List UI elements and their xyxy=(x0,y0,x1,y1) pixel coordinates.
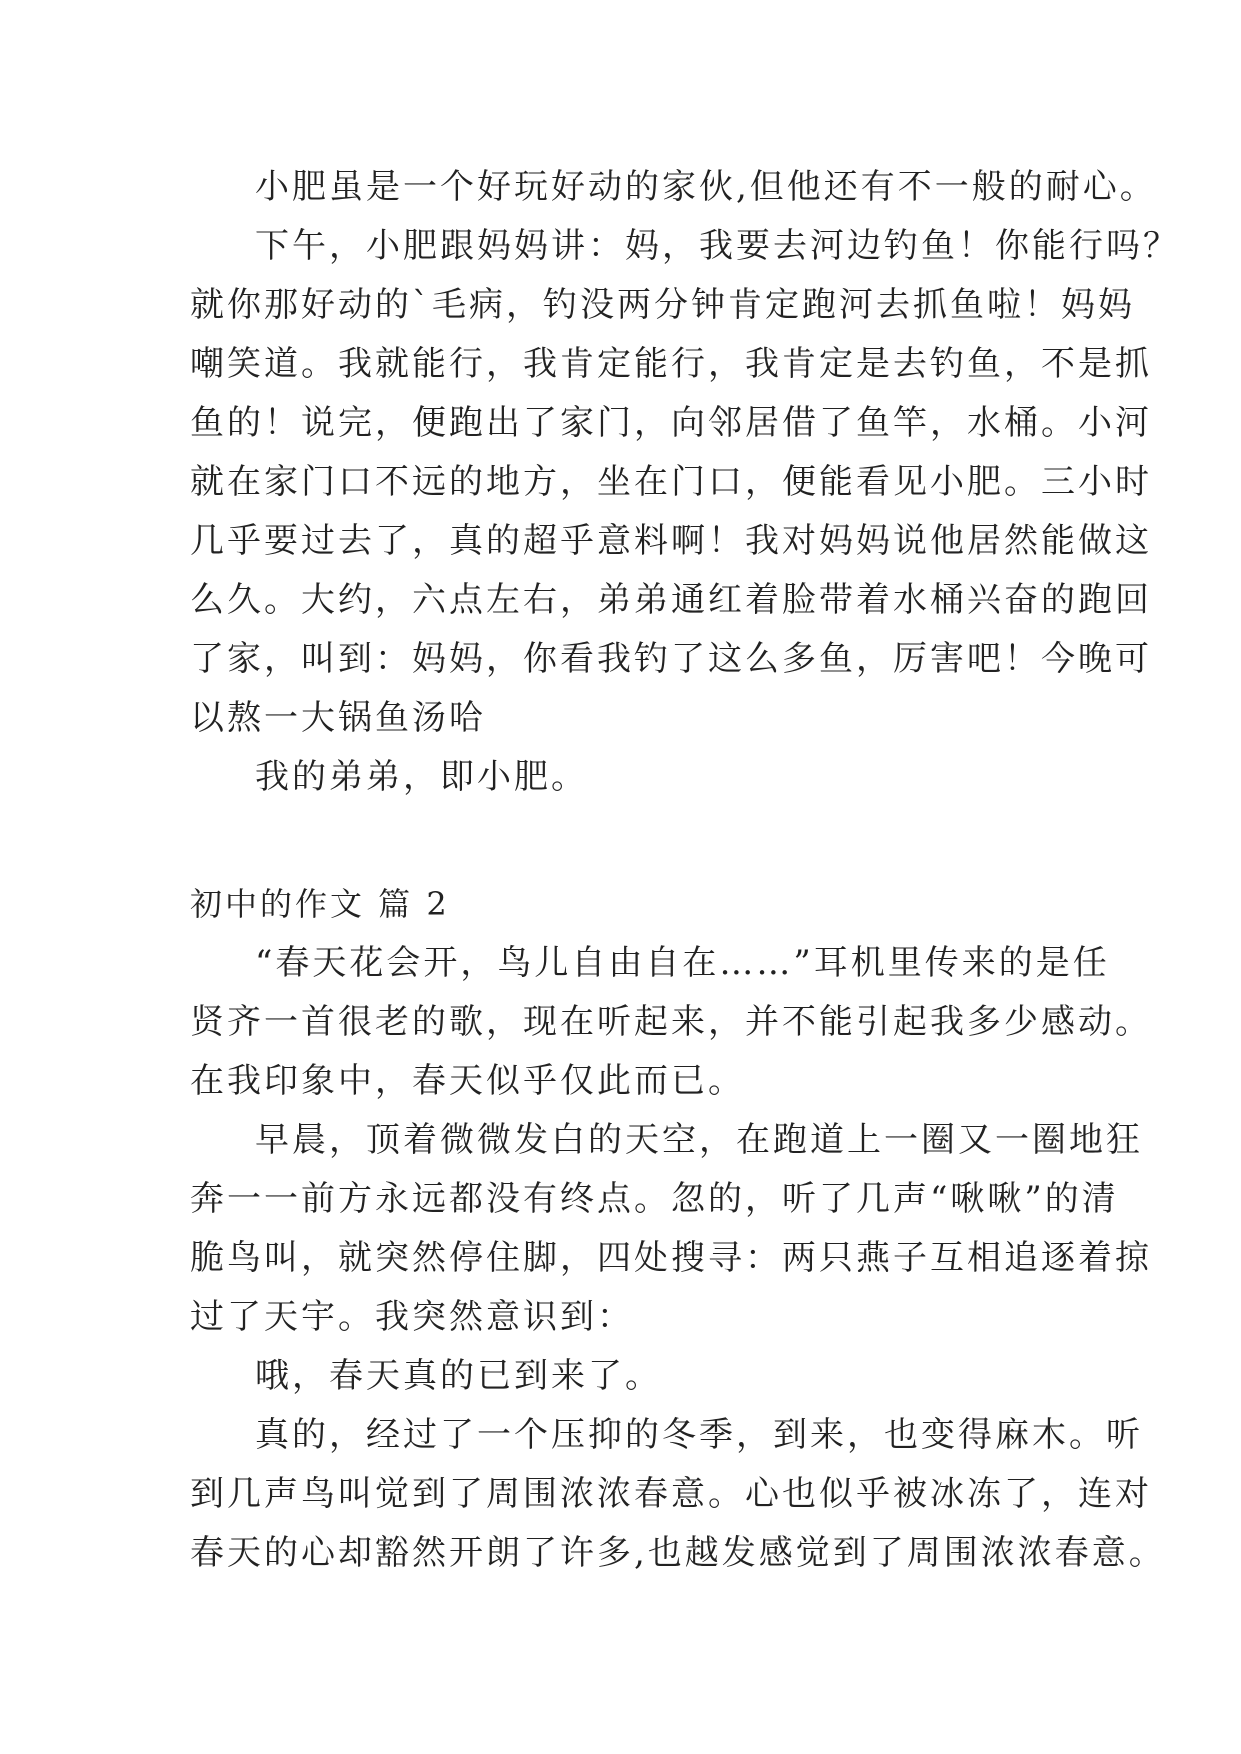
paragraph-line: 早晨，顶着微微发白的天空，在跑道上一圈又一圈地狂 xyxy=(255,1120,1143,1160)
section-gap xyxy=(190,807,1060,875)
paragraph-line: 春天的心却豁然开朗了许多,也越发感觉到了周围浓浓春意。 xyxy=(190,1533,1166,1573)
paragraph-line: 鱼的！说完，便跑出了家门，向邻居借了鱼竿，水桶。小河 xyxy=(190,403,1152,443)
paragraph-line: 以熬一大锅鱼汤哈 xyxy=(190,698,486,738)
paragraph-line: 嘲笑道。我就能行，我肯定能行，我肯定是去钓鱼，不是抓 xyxy=(190,344,1152,384)
paragraph-line: 就你那好动的`毛病，钓没两分钟肯定跑河去抓鱼啦！妈妈 xyxy=(190,285,1135,325)
paragraph-line: 我的弟弟，即小肥。 xyxy=(255,757,588,797)
paragraph-line: 奔一一前方永远都没有终点。忽的，听了几声“啾啾”的清 xyxy=(190,1179,1119,1219)
paragraph-line: 几乎要过去了，真的超乎意料啊！我对妈妈说他居然能做这 xyxy=(190,521,1152,561)
paragraph-line: 真的，经过了一个压抑的冬季，到来，也变得麻木。听 xyxy=(255,1415,1143,1455)
paragraph-line: 贤齐一首很老的歌，现在听起来，并不能引起我多少感动。 xyxy=(190,1002,1152,1042)
paragraph-line: 脆鸟叫，就突然停住脚，四处搜寻：两只燕子互相追逐着掠 xyxy=(190,1238,1152,1278)
paragraph-line: 就在家门口不远的地方，坐在门口，便能看见小肥。三小时 xyxy=(190,462,1152,502)
paragraph-line: 到几声鸟叫觉到了周围浓浓春意。心也似乎被冰冻了，连对 xyxy=(190,1474,1152,1514)
paragraph-line: 在我印象中，春天似乎仅此而已。 xyxy=(190,1061,745,1101)
paragraph-line: “春天花会开，鸟儿自由自在……”耳机里传来的是任 xyxy=(255,943,1110,983)
paragraph-line: 了家，叫到：妈妈，你看我钓了这么多鱼，厉害吧！今晚可 xyxy=(190,639,1152,679)
paragraph-line: 过了天宇。我突然意识到： xyxy=(190,1297,634,1337)
paragraph-line: 小肥虽是一个好玩好动的家伙,但他还有不一般的耐心。 xyxy=(255,167,1157,207)
document-page xyxy=(190,158,1180,1583)
paragraph-line: 下午，小肥跟妈妈讲：妈，我要去河边钓鱼！你能行吗？ xyxy=(255,226,1180,266)
paragraph-line: 么久。大约，六点左右，弟弟通红着脸带着水桶兴奋的跑回 xyxy=(190,580,1152,620)
section-heading: 初中的作文 篇 2 xyxy=(190,885,450,923)
paragraph-line: 哦，春天真的已到来了。 xyxy=(255,1356,662,1396)
